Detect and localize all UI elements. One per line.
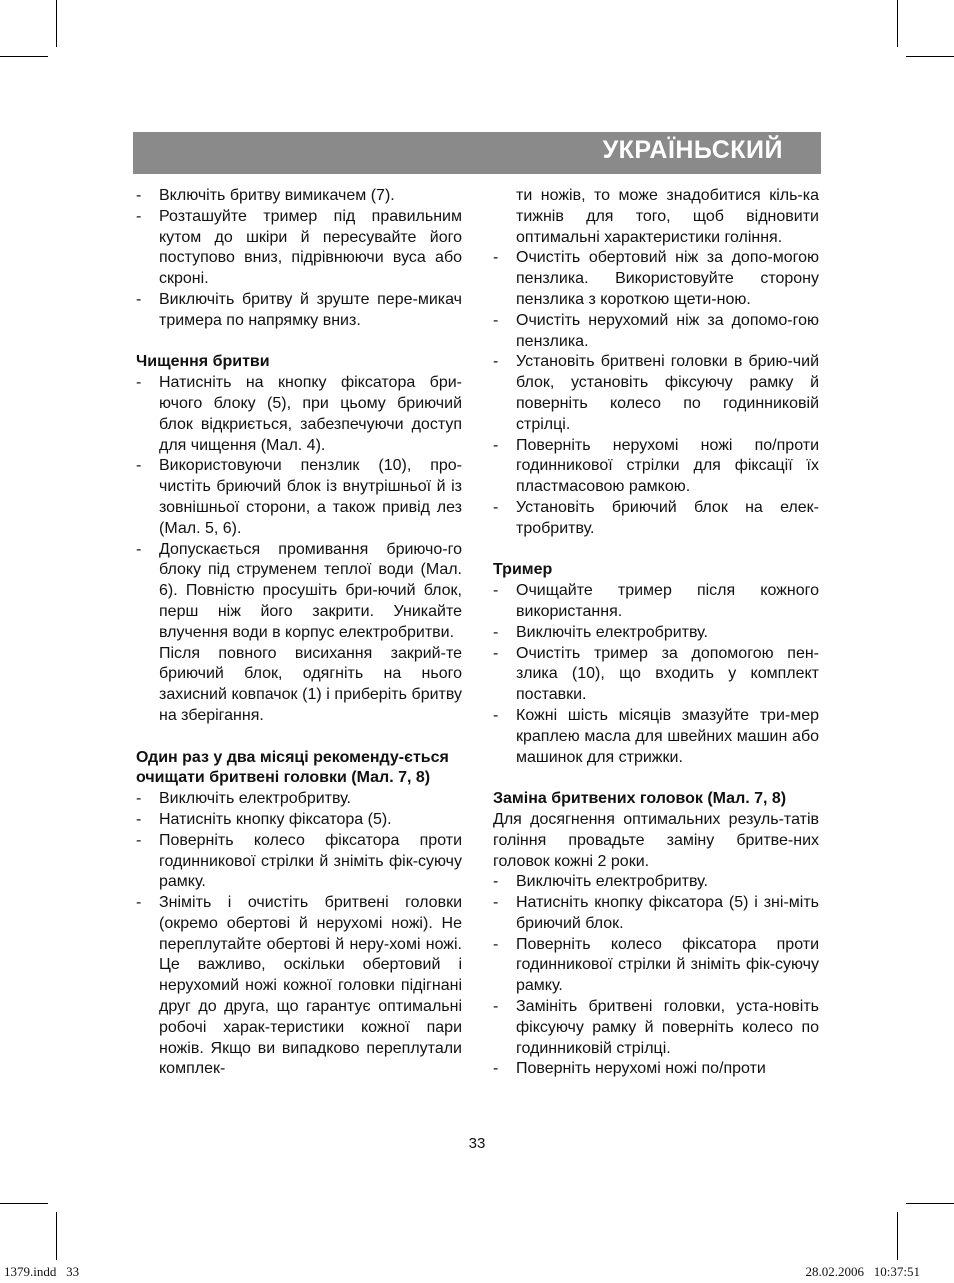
list-item	[136, 207, 462, 290]
right-column	[493, 186, 819, 1080]
crop-mark	[56, 1212, 57, 1260]
spacer	[493, 540, 819, 561]
list-item	[136, 810, 462, 831]
paragraph: Для досягнення оптимальних резуль-татів гоління провадьте заміну бритве-них головок кожні 2 роки.	[493, 810, 819, 870]
bullet-dash: -	[493, 1060, 499, 1078]
list-item	[136, 893, 462, 1080]
list-item	[493, 644, 819, 706]
bullet-dash: -	[136, 187, 142, 204]
bullet-dash: -	[493, 353, 499, 371]
bullet-dash: -	[493, 706, 499, 724]
language-header-bar	[133, 132, 821, 174]
list-item	[493, 581, 819, 623]
list-item	[493, 248, 819, 310]
crop-mark	[897, 0, 898, 47]
bullet-dash: -	[136, 790, 142, 808]
bullet-dash: -	[493, 998, 499, 1016]
section-heading: Тример	[493, 561, 553, 579]
list-item-text: Допускається промивання бриючо-го блоку під струменем теплої води (Мал. 6). Повністю просушіть бри-ючий блок, перш ніж його закрити. Уникайте влучення води в корпус електробритви.	[159, 540, 462, 641]
list-item-text: Виключіть електробритву.	[516, 623, 708, 641]
spacer	[493, 768, 819, 789]
list-item-text: Зніміть і очистіть бритвені головки (окремо обертові й нерухомі ножі). Не переплутайте обертові й неру-хомі ножі. Це важливо, оскільки обертовий і нерухомий ножі кожної головки підігнані друг до друга, що гарантує оптимальні робочі харак-теристики кожної пари ножів. Якщо ви випадково переплутали комплек-	[159, 894, 462, 1078]
list-item-text: Установіть бритвені головки в брию-чий блок, установіть фіксуючу рамку й поверніть колесо по годинниковій стрілці.	[516, 353, 819, 433]
crop-mark	[56, 0, 57, 47]
list-item	[493, 935, 819, 997]
slug-file: 1379.indd 33	[4, 1264, 80, 1279]
list-item-text: Розташуйте тример під правильним кутом до шкіри й пересувайте його поступово вниз, підрівнюючи вуса або скроні.	[159, 207, 462, 288]
bullet-dash: -	[136, 831, 142, 849]
list-item-text: Натисніть на кнопку фіксатора бри-ючого блоку (5), при цьому бриючий блок відкриється, забезпечуючи доступ для чищення (Мал. 4).	[159, 374, 462, 454]
slug-datetime: 28.02.2006 10:37:51	[805, 1264, 920, 1279]
crop-mark	[0, 56, 48, 57]
list-item-text: Очищайте тример після кожного використання.	[516, 582, 819, 620]
list-item	[136, 290, 462, 332]
section-heading: Чищення бритви	[136, 353, 270, 371]
continuation-paragraph: Після повного висихання закрий-те бриючий блок, одягніть на нього захисний ковпачок (1) і приберіть бритву на зберігання.	[159, 644, 462, 724]
bullet-dash: -	[136, 810, 142, 828]
section-heading: Заміна бритвених головок (Мал. 7, 8)	[493, 790, 787, 808]
left-column	[136, 186, 462, 1080]
spacer	[136, 332, 462, 353]
list-item-text: Поверніть нерухомі ножі по/проти	[516, 1060, 766, 1078]
list-item	[493, 893, 819, 935]
list-item-text: Виключіть електробритву.	[516, 873, 708, 891]
list-item-text: Замініть бритвені головки, уста-новіть фіксуючу рамку й поверніть колесо по годинниковій стрілці.	[516, 998, 819, 1057]
list-item-text: Очистіть тример за допомогою пен-злика (10), що входить у комплект поставки.	[516, 644, 819, 704]
list-item	[493, 436, 819, 498]
list-item-text: Виключіть бритву й зруште пере-микач тримера по напрямку вниз.	[159, 290, 462, 329]
list-item	[136, 373, 462, 456]
bullet-dash: -	[493, 873, 499, 891]
bullet-dash: -	[493, 582, 499, 600]
spacer	[136, 727, 462, 748]
bullet-dash: -	[493, 623, 499, 641]
bullet-dash: -	[493, 436, 499, 454]
list-item	[493, 498, 819, 540]
crop-mark	[906, 56, 954, 57]
list-item-text: Використовуючи пензлик (10), про-чистіть бриючий блок із внутрішньої й із зовнішньої сторони, а також привід лез (Мал. 5, 6).	[159, 457, 462, 537]
bullet-dash: -	[136, 894, 142, 912]
list-item-text: Очистіть нерухомий ніж за допомо-гою пензлика.	[516, 311, 819, 350]
bullet-dash: -	[136, 374, 142, 392]
list-item-text: Натисніть кнопку фіксатора (5) і зні-міть бриючий блок.	[516, 894, 819, 932]
list-item-text: Натисніть кнопку фіксатора (5).	[159, 810, 392, 828]
bullet-dash: -	[493, 249, 499, 267]
list-item	[493, 311, 819, 353]
bullet-dash: -	[493, 644, 499, 662]
list-item	[493, 872, 819, 893]
list-item	[136, 789, 462, 810]
list-item	[136, 831, 462, 893]
list-item-text: Виключіть електробритву.	[159, 790, 351, 808]
list-item-text: Кожні шість місяців змазуйте три-мер краплею масла для швейних машин або машинок для стрижки.	[516, 706, 819, 766]
section-heading: Один раз у два місяці рекоменду-ється очищати бритвені головки (Мал. 7, 8)	[136, 748, 449, 787]
page-number: 33	[468, 1135, 486, 1152]
list-item-text: Поверніть колесо фіксатора проти годинникової стрілки й зніміть фік-суючу рамку.	[516, 935, 819, 995]
bullet-dash: -	[493, 894, 499, 912]
continuation-paragraph: ти ножів, то може знадобитися кіль-ка тижнів для того, щоб відновити оптимальні характеристики гоління.	[516, 187, 819, 246]
list-item-text: Установіть бриючий блок на елек-тробритву.	[516, 498, 819, 537]
list-item-text: Очистіть обертовий ніж за допо-могою пензлика. Використовуйте сторону пензлика з короткою щети-ною.	[516, 249, 819, 308]
crop-mark	[906, 1203, 954, 1204]
bullet-dash: -	[493, 498, 499, 516]
list-item	[493, 997, 819, 1059]
bullet-dash: -	[136, 290, 142, 308]
list-item	[493, 352, 819, 435]
list-item-text: Включіть бритву вимикачем (7).	[159, 187, 395, 204]
crop-mark	[897, 1212, 898, 1260]
list-item	[136, 456, 462, 539]
crop-mark	[0, 1203, 48, 1204]
bullet-dash: -	[136, 540, 142, 558]
list-item	[136, 186, 462, 207]
list-item	[493, 623, 819, 644]
list-item-text: Поверніть нерухомі ножі по/проти годинникової стрілки для фіксації їх пластмасовою рамкою.	[516, 436, 819, 496]
language-title: УКРАЇНЬСКИЙ	[602, 136, 783, 164]
list-item-text: Поверніть колесо фіксатора проти годинникової стрілки й зніміть фік-суючу рамку.	[159, 831, 462, 891]
list-item	[493, 706, 819, 768]
bullet-dash: -	[493, 935, 499, 953]
bullet-dash: -	[136, 457, 142, 475]
list-item	[493, 1059, 819, 1080]
bullet-dash: -	[136, 207, 142, 225]
list-item	[136, 540, 462, 644]
bullet-dash: -	[493, 311, 499, 329]
